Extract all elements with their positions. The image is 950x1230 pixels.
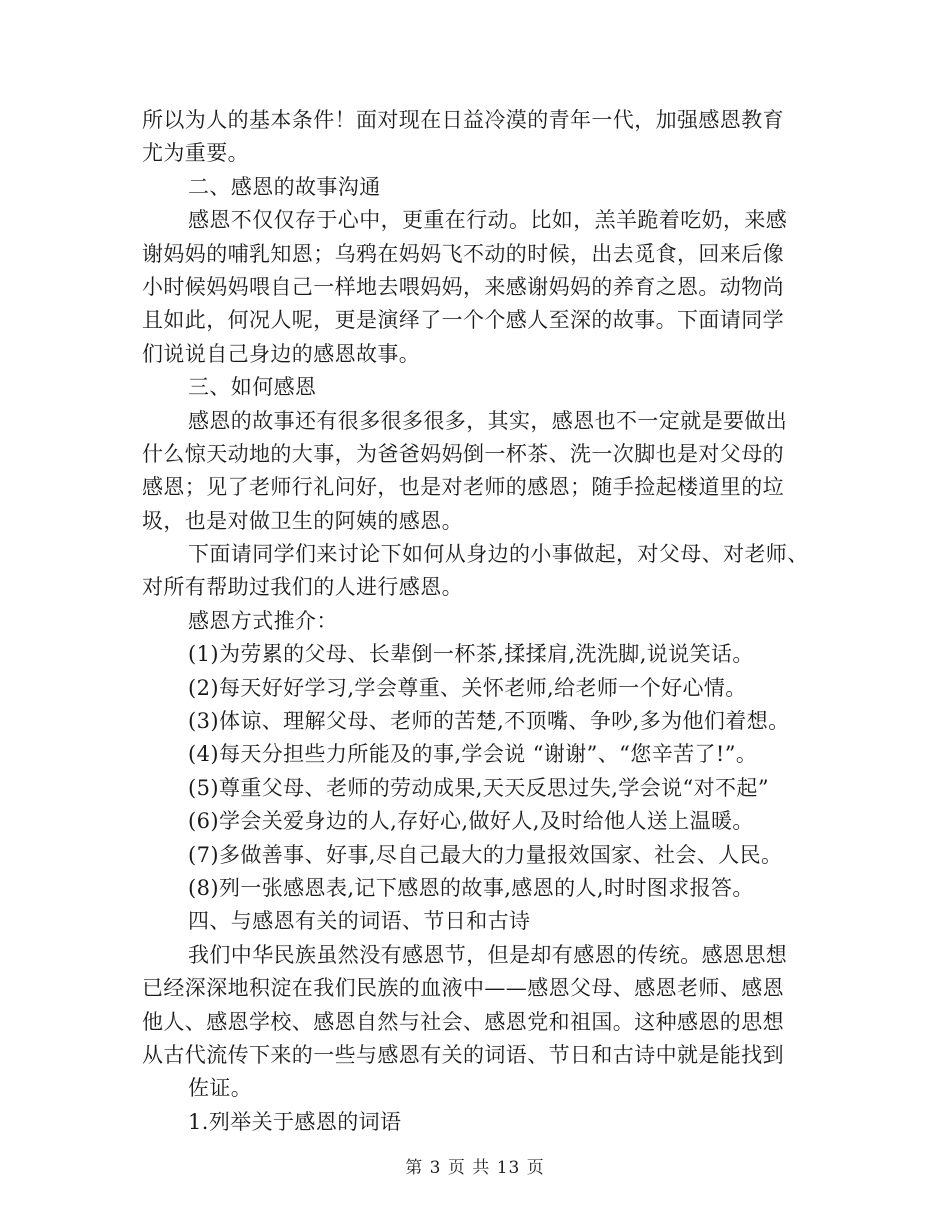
list-heading: 感恩方式推介： xyxy=(188,608,338,633)
text-line: 且如此，何况人呢，更是演绎了一个个感人至深的故事。下面请同学 xyxy=(142,308,784,333)
text-line: 感恩；见了老师行礼问好，也是对老师的感恩；随手捡起楼道里的垃 xyxy=(142,475,784,500)
text-line: 感恩不仅仅存于心中，更重在行动。比如，羔羊跪着吃奶，来感 xyxy=(188,208,788,233)
list-item: (1)为劳累的父母、长辈倒一杯茶,揉揉肩,洗洗脚,说说笑话。 xyxy=(188,642,754,667)
text-line: 下面请同学们来讨论下如何从身边的小事做起，对父母、对老师、 xyxy=(188,542,809,567)
list-item: (2)每天好好学习,学会尊重、关怀老师,给老师一个好心情。 xyxy=(188,675,747,700)
section-heading: 四、与感恩有关的词语、节日和古诗 xyxy=(188,909,531,934)
text-line: 对所有帮助过我们的人进行感恩。 xyxy=(142,575,463,600)
text-line: 什么惊天动地的大事，为爸爸妈妈倒一杯茶、洗一次脚也是对父母的 xyxy=(142,441,784,466)
page-footer: 第 3 页 共 13 页 xyxy=(405,1158,545,1178)
list-item: (3)体谅、理解父母、老师的苦楚,不顶嘴、争吵,多为他们着想。 xyxy=(188,709,790,734)
list-item: (5)尊重父母、老师的劳动成果,天天反思过失,学会说“对不起” xyxy=(188,775,769,800)
list-item: (8)列一张感恩表,记下感恩的故事,感恩的人,时时图求报答。 xyxy=(188,875,754,900)
text-line: 小时候妈妈喂自己一样地去喂妈妈，来感谢妈妈的养育之恩。动物尚 xyxy=(142,274,784,299)
text-line: 感恩的故事还有很多很多很多，其实，感恩也不一定就是要做出 xyxy=(188,408,788,433)
list-item: (7)多做善事、好事,尽自己最大的力量报效国家、社会、人民。 xyxy=(188,842,783,867)
text-line: 尤为重要。 xyxy=(142,141,249,166)
document-body xyxy=(142,104,822,1139)
text-line: 圾，也是对做卫生的阿姨的感恩。 xyxy=(142,508,463,533)
subsection-heading: 1.列举关于感恩的词语 xyxy=(188,1109,402,1134)
text-line: 我们中华民族虽然没有感恩节，但是却有感恩的传统。感恩思想 xyxy=(188,942,788,967)
text-line: 他人、感恩学校、感恩自然与社会、感恩党和祖国。这种感恩的思想 xyxy=(142,1009,784,1034)
list-item: (6)学会关爱身边的人,存好心,做好人,及时给他人送上温暖。 xyxy=(188,809,754,834)
text-line: 所以为人的基本条件！面对现在日益冷漠的青年一代，加强感恩教育 xyxy=(142,108,784,132)
section-heading: 三、如何感恩 xyxy=(188,375,317,400)
section-heading: 二、感恩的故事沟通 xyxy=(188,174,381,199)
text-line: 们说说自己身边的感恩故事。 xyxy=(142,341,421,366)
text-line: 从古代流传下来的一些与感恩有关的词语、节日和古诗中就是能找到 xyxy=(142,1042,784,1067)
text-line: 已经深深地积淀在我们民族的血液中——感恩父母、感恩老师、感恩 xyxy=(142,976,784,1001)
text-line: 佐证。 xyxy=(188,1076,253,1101)
text-line: 谢妈妈的哺乳知恩；乌鸦在妈妈飞不动的时候，出去觅食，回来后像 xyxy=(142,241,784,266)
list-item: (4)每天分担些力所能及的事,学会说 “谢谢”、“您辛苦了!”。 xyxy=(188,742,758,767)
